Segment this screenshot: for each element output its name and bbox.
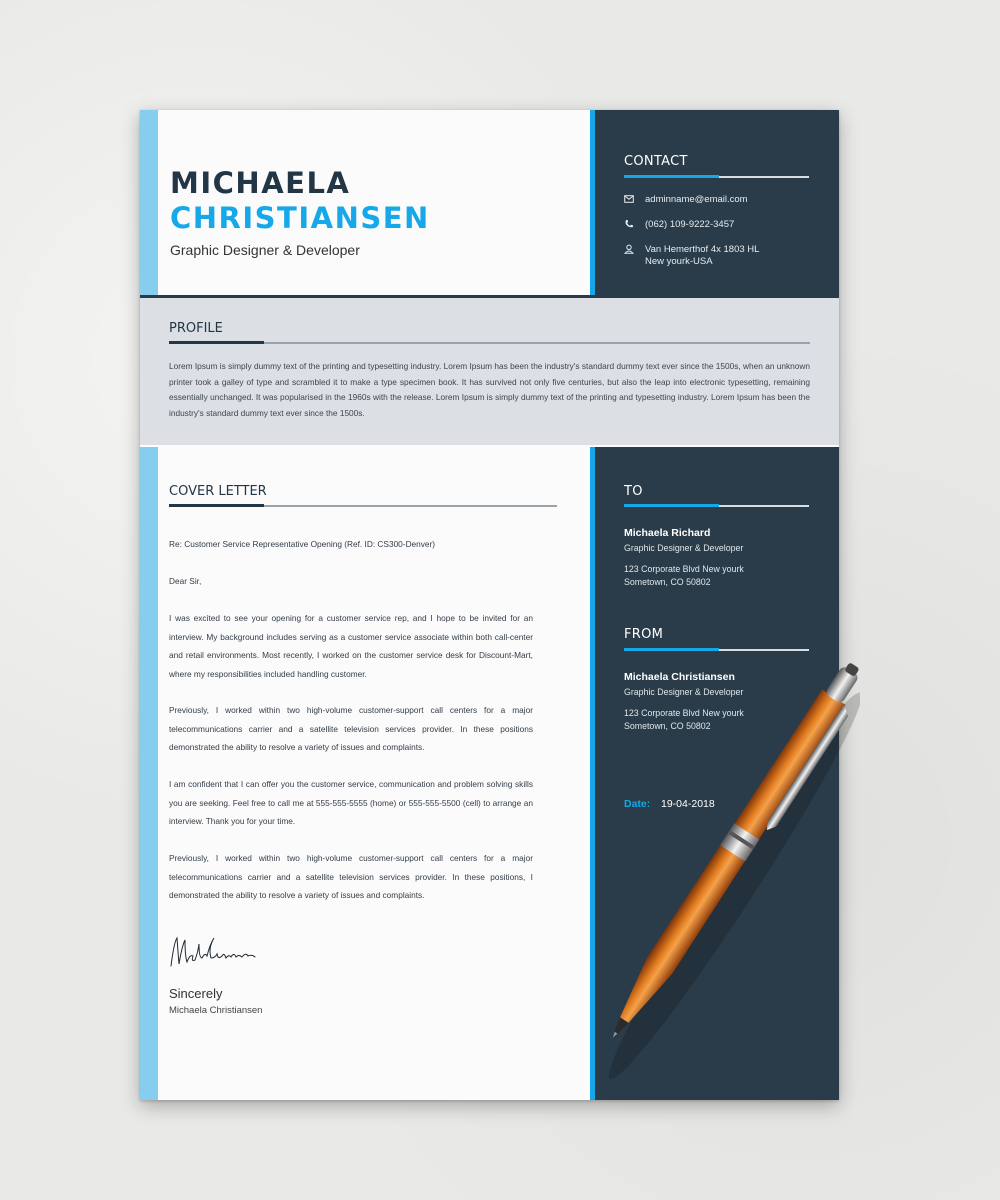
contact-rule — [624, 176, 809, 178]
contact-address-line1: Van Hemerthof 4x 1803 HL — [645, 244, 760, 255]
last-name: CHRISTIANSEN — [170, 201, 430, 235]
profile-heading: PROFILE — [169, 321, 223, 336]
contact-address-line2: New yourk-USA — [645, 256, 713, 267]
sender-name: Michaela Christiansen — [624, 671, 735, 683]
profile-text: Lorem Ipsum is simply dummy text of the printing and typesetting industry. Lorem Ipsum has been the industry's standard dummy text ever since the 1500s, when an unknown printer took a galley of type and scrambled it to make a type specimen book. It has survived not only five centuries, but also the leap into electronic typesetting, remaining essentially unchanged. It was popularised in the 1960s with the release. Lorem Ipsum is simply dummy text of the printing and typesetting industry. Lorem Ipsum has been the industry's standard dummy text ever since the 1500s. — [169, 361, 810, 418]
recipient-address-line2: Sometown, CO 50802 — [624, 577, 711, 587]
to-rule — [624, 505, 809, 507]
left-accent-stripe — [140, 110, 158, 297]
profile-rule — [169, 342, 810, 344]
signer-name: Michaela Christiansen — [169, 1005, 263, 1016]
job-title: Graphic Designer & Developer — [170, 242, 360, 258]
location-icon — [624, 244, 634, 254]
contact-phone[interactable]: (062) 109-9222-3457 — [645, 219, 735, 230]
cover-letter-rule — [169, 505, 557, 507]
letter-paragraph: Previously, I worked within two high-volume customer-support call centers for a major telecommunications carrier and a satellite television services provider. In these positions, I demonstrated the ability to resolve a variety of issues and complaints. — [169, 853, 533, 900]
letter-salutation: Dear Sir, — [169, 576, 202, 586]
recipient-name: Michaela Richard — [624, 527, 711, 539]
closing: Sincerely — [169, 986, 223, 1001]
mail-icon — [624, 194, 634, 204]
first-name: MICHAELA — [170, 166, 351, 200]
to-heading: TO — [624, 484, 643, 499]
phone-icon — [624, 219, 634, 229]
sender-address-line2: Sometown, CO 50802 — [624, 721, 711, 731]
recipient-role: Graphic Designer & Developer — [624, 543, 744, 553]
left-accent-stripe-lower — [140, 447, 158, 1100]
letter-subject: Re: Customer Service Representative Opening (Ref. ID: CS300-Denver) — [169, 539, 436, 549]
sender-address-line1: 123 Corporate Blvd New yourk — [624, 708, 744, 718]
letter-paragraph: I was excited to see your opening for a customer service rep, and I hope to be invited for an interview. My background includes serving as a customer service associate within both call-center and retail environments. Most recently, I worked on the customer service desk for Discount-Mart, where my responsibilities included handling customer. — [169, 613, 533, 679]
contact-email[interactable]: adminname@email.com — [645, 194, 748, 205]
letter-paragraph: I am confident that I can offer you the customer service, communication and problem solving skills you are seeking. Feel free to call me at 555-555-5555 (home) or 555-555-5500 (cell) to arrange an interview. Thank you for your time. — [169, 779, 533, 826]
date-label: Date: — [624, 798, 651, 810]
contact-heading: CONTACT — [624, 154, 688, 169]
pen-icon — [590, 645, 860, 1085]
handwritten-signature — [168, 932, 258, 972]
recipient-address-line1: 123 Corporate Blvd New yourk — [624, 564, 744, 574]
date-value: 19-04-2018 — [661, 798, 715, 810]
cover-letter-heading: COVER LETTER — [169, 484, 267, 499]
sender-role: Graphic Designer & Developer — [624, 687, 744, 697]
panel-divider — [590, 110, 595, 297]
letter-paragraph: Previously, I worked within two high-volume customer-support call centers for a major telecommunications carrier and a satellite television services provider. In these positions demonstrated the ability to resolve a variety of issues and complaints. — [169, 705, 533, 752]
from-heading: FROM — [624, 627, 664, 642]
